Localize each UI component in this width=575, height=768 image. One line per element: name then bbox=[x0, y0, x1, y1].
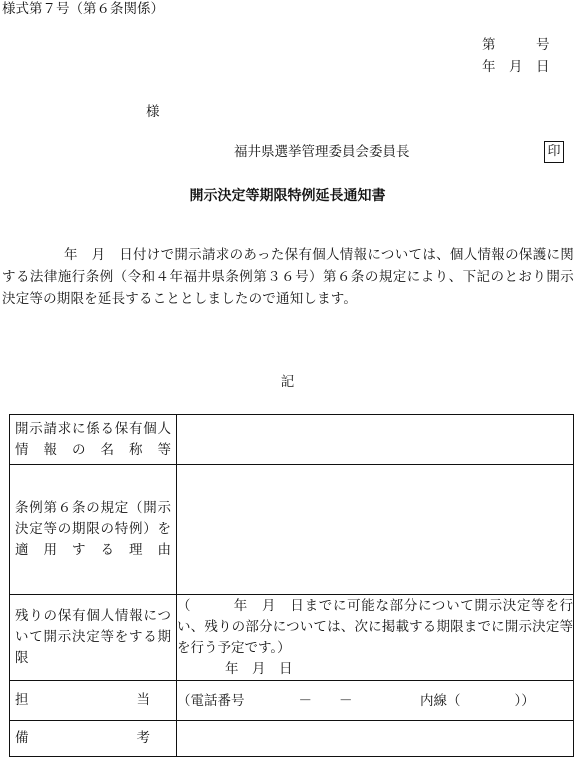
row-label-remarks: 備 考 bbox=[10, 721, 177, 757]
row-label-information-name: 開示請求に係る保有個人情報の名称等 bbox=[10, 415, 177, 465]
document-title: 開示決定等期限特例延長通知書 bbox=[189, 188, 386, 204]
document-number: 第 号 bbox=[482, 37, 550, 53]
table-row bbox=[10, 721, 574, 757]
row-label-deadline: 残りの保有個人情報について開示決定等をする期限 bbox=[10, 595, 177, 681]
table-row bbox=[10, 595, 574, 681]
row-value-deadline bbox=[177, 595, 574, 681]
row-value-contact: （電話番号 － － 内線（ ）） bbox=[177, 681, 574, 721]
table-row bbox=[10, 681, 574, 721]
detail-table bbox=[9, 414, 574, 757]
addressee: 様 bbox=[146, 104, 160, 120]
ki-heading: 記 bbox=[280, 374, 295, 390]
document-date: 年 月 日 bbox=[482, 59, 550, 75]
deadline-date: 年 月 日 bbox=[225, 660, 293, 677]
row-value-information-name bbox=[177, 415, 574, 465]
seal-mark: 印 bbox=[544, 141, 564, 163]
sender-name: 福井県選挙管理委員会委員長 bbox=[234, 144, 410, 160]
deadline-note: （ 年 月 日までに可能な部分について開示決定等を行い、残りの部分については、次に掲載する期限までに開示決定等を行う予定です。） bbox=[177, 597, 573, 656]
table-row bbox=[10, 415, 574, 465]
row-value-reason bbox=[177, 465, 574, 595]
form-number: 様式第７号（第６条関係） bbox=[2, 1, 164, 17]
row-label-reason: 条例第６条の規定（開示決定等の期限の特例）を適用する理由 bbox=[10, 465, 177, 595]
body-paragraph: 年 月 日付けで開示請求のあった保有個人情報については、個人情報の保護に関する法律施行条例（令和４年福井県条例第３６号）第６条の規定により、下記のとおり開示決定等の期限を延長することとしましたので通知します。 bbox=[2, 247, 574, 307]
table-row bbox=[10, 465, 574, 595]
row-label-contact: 担 当 bbox=[10, 681, 177, 721]
row-value-remarks bbox=[177, 721, 574, 757]
